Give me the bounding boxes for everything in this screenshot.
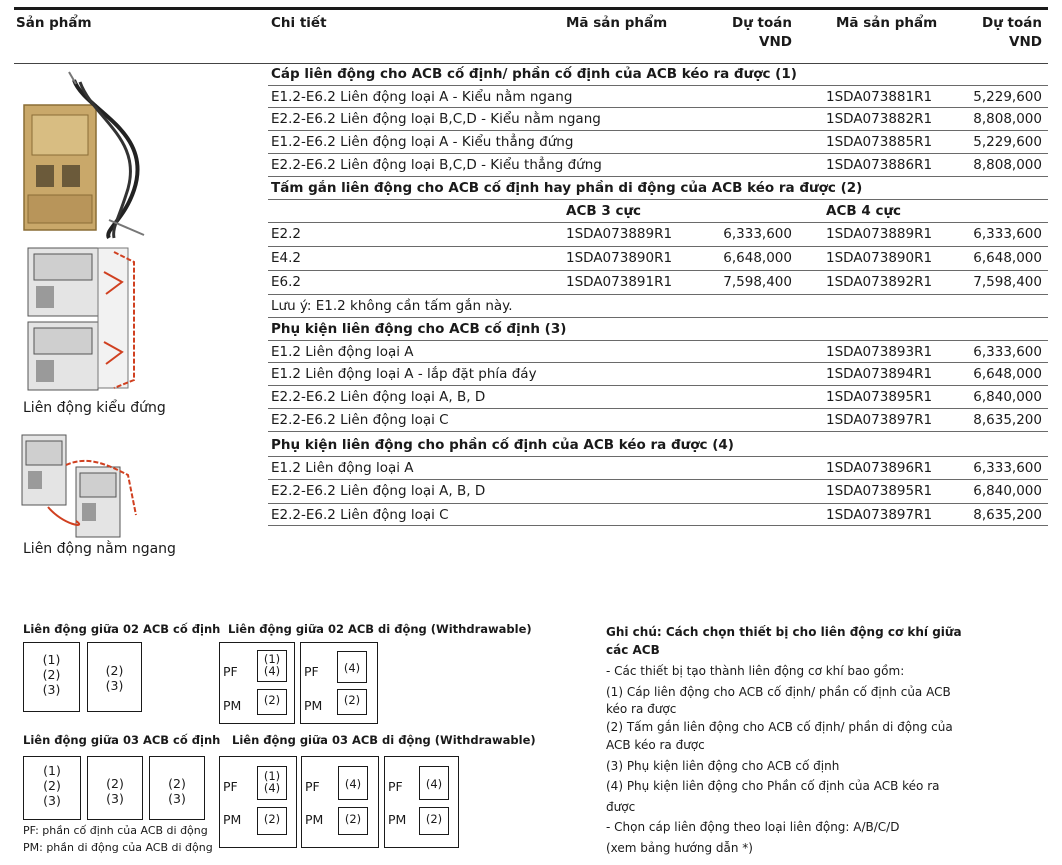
notes-title: Ghi chú: Cách chọn thiết bị cho liên động cơ khí giữa các ACB <box>606 625 962 657</box>
note-line: (4) Phụ kiện liên động cho Phần cố định của ACB kéo ra được <box>606 779 940 814</box>
header-code-2: Mã sản phẩm <box>836 15 938 31</box>
diagram-title-2-withdrawable: Liên động giữa 02 ACB di động (Withdrawable) <box>228 622 532 636</box>
caption-horizontal: Liên động nằm ngang <box>23 541 176 557</box>
caption-vertical: Liên động kiểu đứng <box>23 400 166 416</box>
interlock-cable-photo <box>14 70 164 240</box>
diagram-box-withdrawable: PF PM (4) (2) <box>301 756 379 848</box>
notes-block <box>606 623 966 858</box>
diagram-box: (2) (3) <box>149 756 205 820</box>
note-line: (2) Tấm gắn liên động cho ACB cố định/ phần di động của <box>606 720 953 734</box>
header-estimate-2: Dự toán VND <box>982 15 1042 50</box>
diagram-box-withdrawable: PF PM (1) (4) (2) <box>219 756 297 848</box>
diagram-box-withdrawable: PF PM (4) (2) <box>384 756 459 848</box>
subheader-acb-4-poles: ACB 4 cực <box>826 203 902 219</box>
header-detail: Chi tiết <box>271 15 327 31</box>
horizontal-interlock-drawing <box>18 425 158 540</box>
section-1-title: Cáp liên động cho ACB cố định/ phần cố định của ACB kéo ra được (1) <box>271 66 797 82</box>
table-row: E1.2 Liên động loại A - lắp đặt phía đáy 1SDA073894R1 6,648,000 <box>268 363 1048 386</box>
diagram-title-3-fixed: Liên động giữa 03 ACB cố định <box>23 733 221 747</box>
note-line: - Chọn cáp liên động theo loại liên động: A/B/C/D <box>606 820 900 834</box>
diagram-box: (1) (2) (3) <box>23 642 80 712</box>
note-line: (3) Phụ kiện liên động cho ACB cố định <box>606 758 840 773</box>
note-line: (1) Cáp liên động cho ACB cố định/ phần cố định của ACB <box>606 684 951 699</box>
vertical-interlock-drawing <box>22 242 152 397</box>
legend-pf: PF: phần cố định của ACB di động <box>23 824 208 837</box>
header-product: Sản phẩm <box>16 15 92 31</box>
table-row: E2.2-E6.2 Liên động loại A, B, D 1SDA073895R1 6,840,000 <box>268 480 1048 504</box>
table-row: E1.2 Liên động loại A 1SDA073893R1 6,333,600 <box>268 340 1048 363</box>
diagram-box-withdrawable: PF PM (1) (4) (2) <box>219 642 295 724</box>
table-row: E2.2-E6.2 Liên động loại A, B, D 1SDA073895R1 6,840,000 <box>268 386 1048 409</box>
header-rule <box>14 63 1048 64</box>
table-row: E2.2-E6.2 Liên động loại C 1SDA073897R1 8,635,200 <box>268 409 1048 432</box>
table-row: E1.2-E6.2 Liên động loại A - Kiểu nằm ngang 1SDA073881R1 5,229,600 <box>268 85 1048 108</box>
diagram-box: (2) (3) <box>87 756 143 820</box>
diagram-title-2-fixed: Liên động giữa 02 ACB cố định <box>23 622 221 636</box>
table-row: E1.2 Liên động loại A 1SDA073896R1 6,333,600 <box>268 456 1048 480</box>
table-row: E1.2-E6.2 Liên động loại A - Kiểu thẳng đứng 1SDA073885R1 5,229,600 <box>268 131 1048 154</box>
top-rule <box>14 7 1048 10</box>
diagram-box-withdrawable: PF PM (4) (2) <box>300 642 378 724</box>
table-row: E2.2-E6.2 Liên động loại B,C,D - Kiểu thẳng đứng 1SDA073886R1 8,808,000 <box>268 154 1048 177</box>
table-row: E4.2 1SDA073890R1 6,648,000 1SDA073890R1 6,648,000 <box>268 247 1048 271</box>
diagram-box: (1) (2) (3) <box>23 756 81 820</box>
table-row: E2.2-E6.2 Liên động loại C 1SDA073897R1 8,635,200 <box>268 504 1048 526</box>
table-row: E2.2 1SDA073889R1 6,333,600 1SDA073889R1 6,333,600 <box>268 223 1048 247</box>
note-line: ACB kéo ra được <box>606 737 705 752</box>
legend-pm: PM: phần di động của ACB di động <box>23 841 213 854</box>
section-2-title: Tấm gắn liên động cho ACB cố định hay phần di động của ACB kéo ra được (2) <box>271 180 863 196</box>
table-row: E2.2-E6.2 Liên động loại B,C,D - Kiểu nằm ngang 1SDA073882R1 8,808,000 <box>268 108 1048 131</box>
note-line: kéo ra được <box>606 702 677 716</box>
table-subheader-row <box>268 199 1048 223</box>
section-4-title: Phụ kiện liên động cho phần cố định của ACB kéo ra được (4) <box>271 437 734 453</box>
note-line: - Các thiết bị tạo thành liên động cơ khí bao gồm: <box>606 664 905 678</box>
table-note-row <box>268 295 1048 318</box>
section-3-title: Phụ kiện liên động cho ACB cố định (3) <box>271 321 567 337</box>
note-line: (xem bảng hướng dẫn *) <box>606 840 753 855</box>
subheader-acb-3-poles: ACB 3 cực <box>566 203 642 219</box>
header-estimate-1: Dự toán VND <box>732 15 792 50</box>
header-code-1: Mã sản phẩm <box>566 15 668 31</box>
diagram-title-3-withdrawable: Liên động giữa 03 ACB di động (Withdrawable) <box>232 733 536 747</box>
table-row: E6.2 1SDA073891R1 7,598,400 1SDA073892R1 7,598,400 <box>268 271 1048 295</box>
note-e12: Lưu ý: E1.2 không cần tấm gắn này. <box>271 298 513 314</box>
diagram-box: (2) (3) <box>87 642 142 712</box>
